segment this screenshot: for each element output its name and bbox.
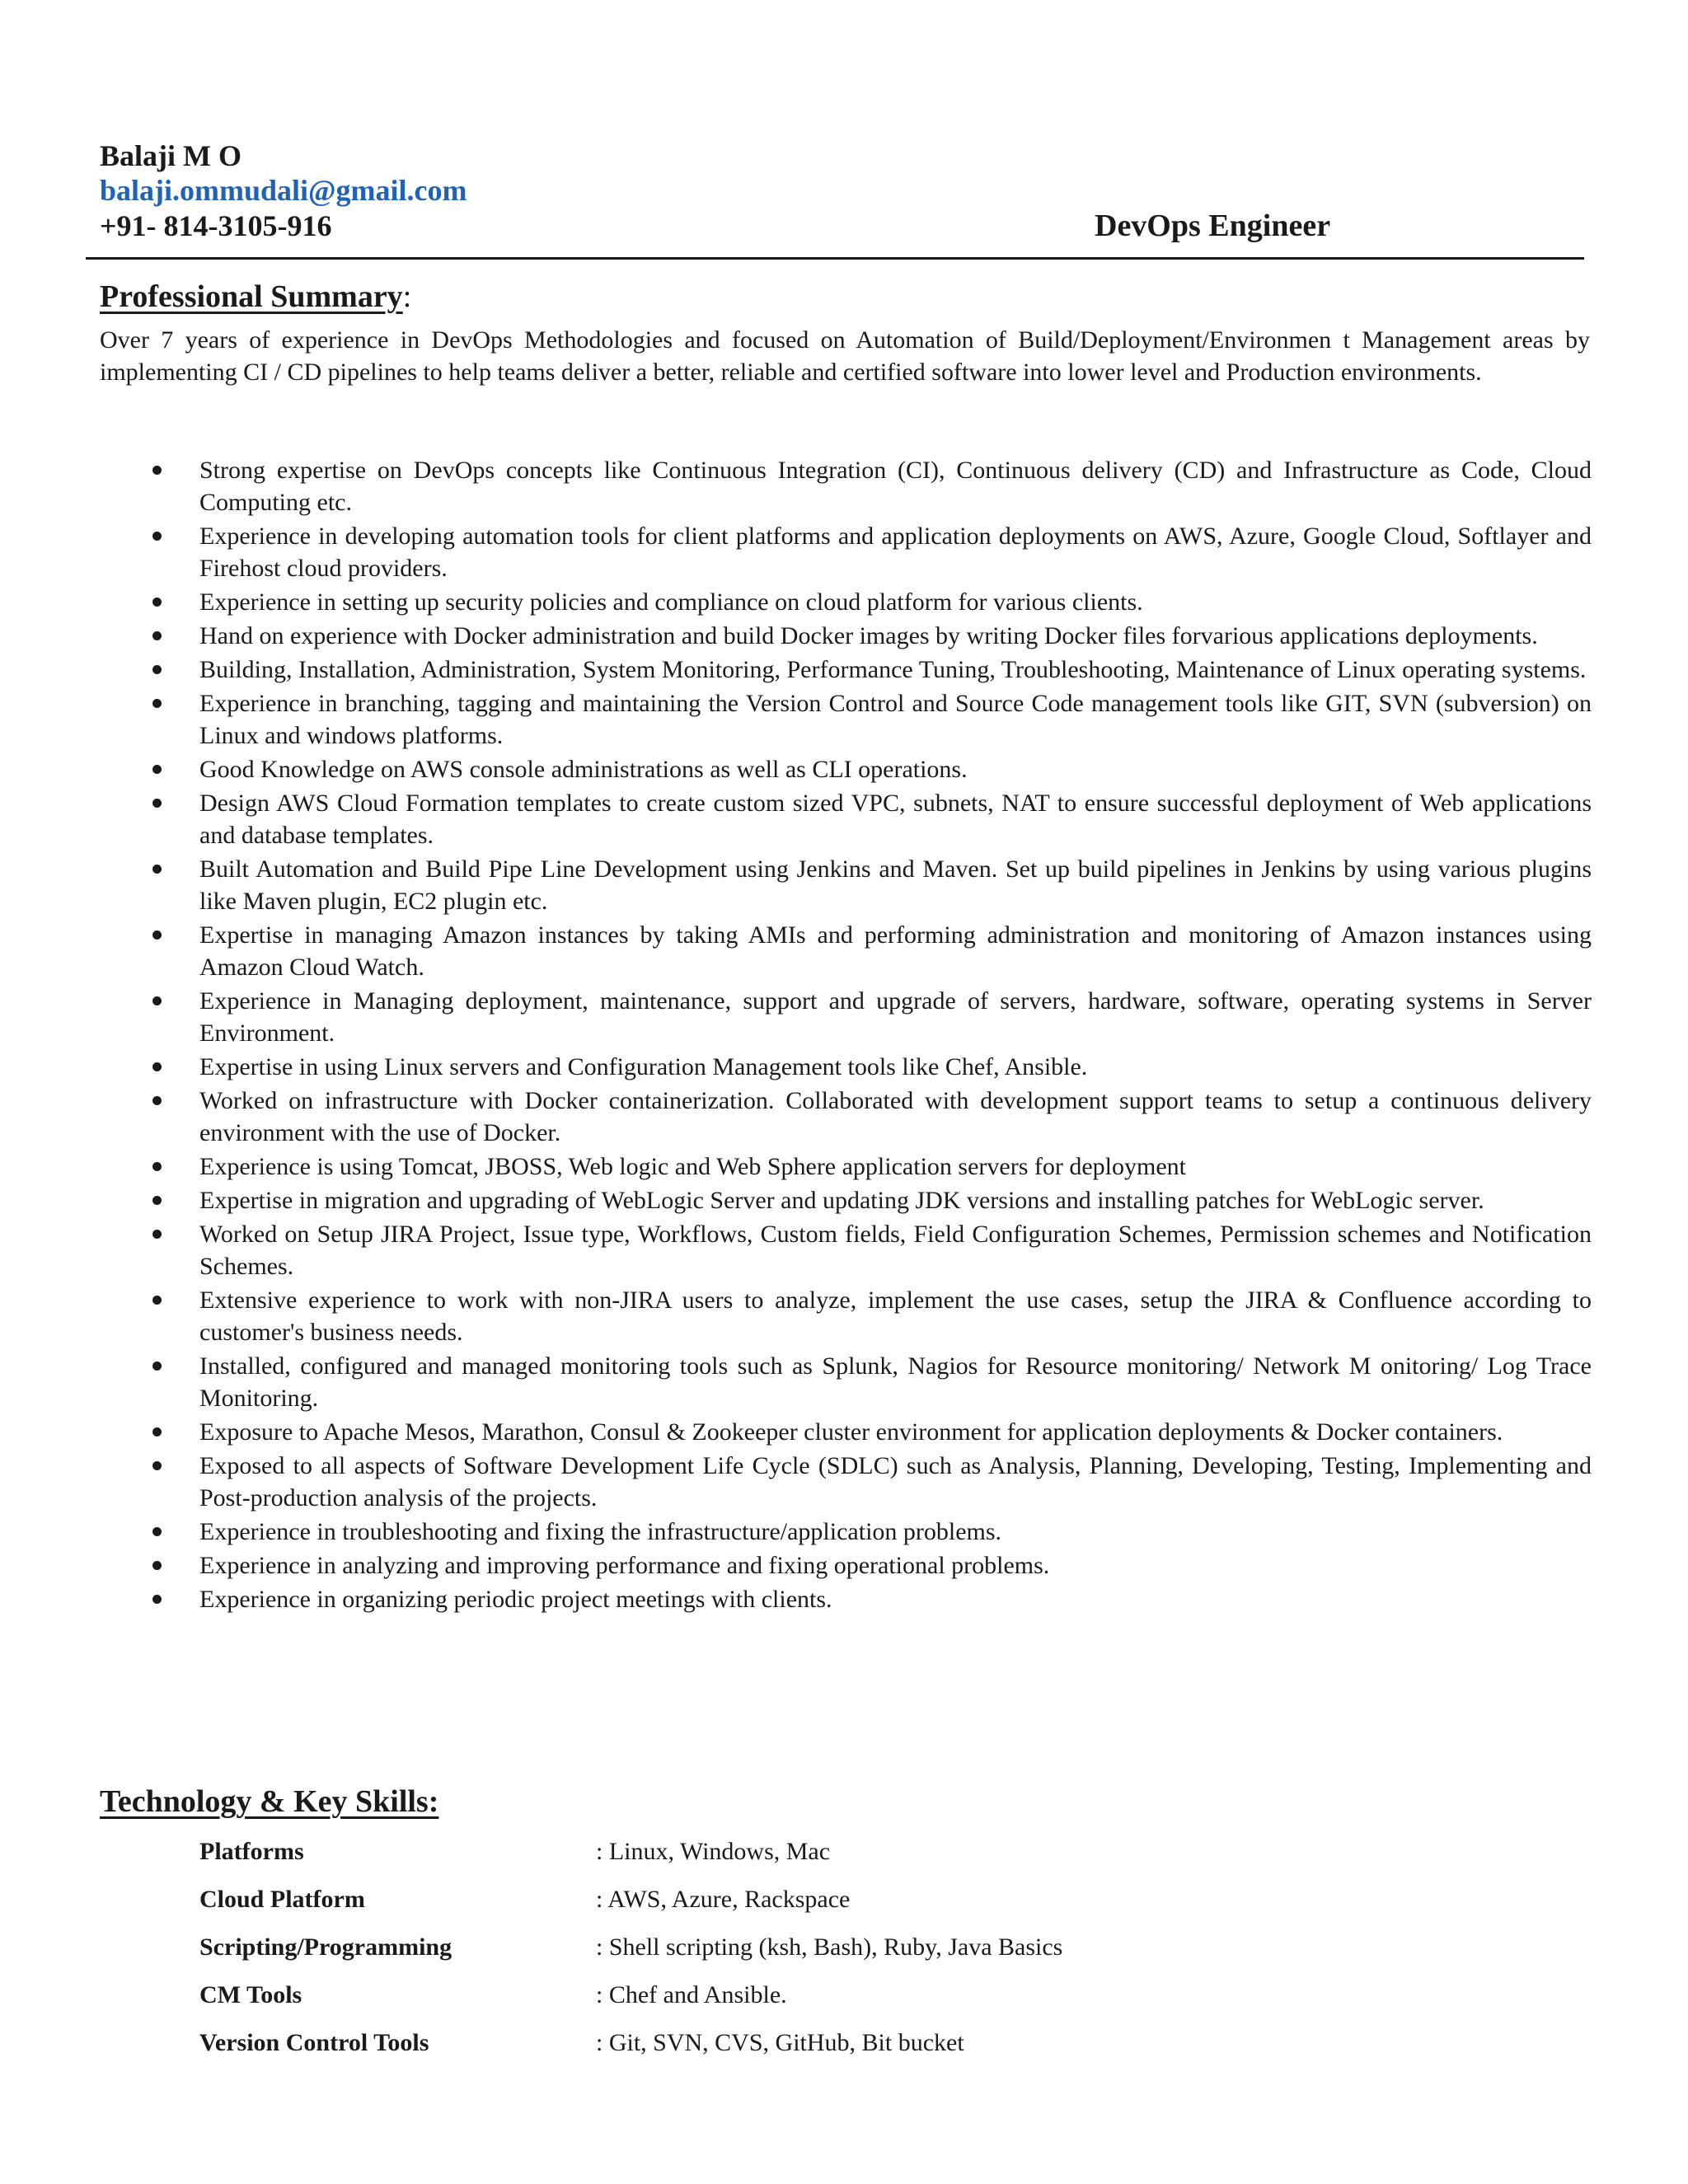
summary-bullet [100,1051,1592,1083]
bullet-dot-icon [152,799,162,808]
bullet-dot-icon [152,765,162,774]
bullet-dot-icon [152,1230,162,1239]
professional-summary-title: Professional Summary [100,279,403,314]
skill-values: : Chef and Ansible. [596,1981,787,2008]
skill-category: Scripting/Programming [199,1933,452,1961]
summary-bullet [100,753,1592,785]
summary-bullet [100,1450,1592,1514]
summary-bullet-text: Design AWS Cloud Formation templates to create custom sized VPC, subnets, NAT to ensure successful deployment of Web applications and database templates. [199,790,1592,849]
summary-bullet-text: Expertise in using Linux servers and Configuration Management tools like Chef, Ansible. [199,1053,1088,1080]
skill-values: : Shell scripting (ksh, Bash), Ruby, Java Basics [596,1933,1063,1961]
skills-title: Technology & Key Skills: [100,1784,439,1819]
skill-row [199,1979,1353,2027]
summary-bullet-text: Extensive experience to work with non-JIRA users to analyze, implement the use cases, setup the JIRA & Confluence according to customer's business needs. [199,1286,1592,1346]
summary-bullet [100,1085,1592,1149]
summary-bullet [100,1218,1592,1282]
bullet-dot-icon [152,1096,162,1105]
summary-paragraph: Over 7 years of experience in DevOps Methodologies and focused on Automation of Build/Deployment/Environmen t Management areas by implementing CI / CD pipelines to help teams deliver a better, reliable and certified software into lower level and Production environments. [100,326,1590,386]
skill-row [199,1931,1353,1979]
bullet-dot-icon [152,1062,162,1071]
bullet-dot-icon [152,1196,162,1205]
summary-bullet-text: Strong expertise on DevOps concepts like Continuous Integration (CI), Continuous delivery (CD) and Infrastructure as Code, Cloud Computing etc. [199,457,1592,516]
summary-bullet [100,620,1592,652]
summary-bullet-text: Installed, configured and managed monitoring tools such as Splunk, Nagios for Resource monitoring/ Network M onitoring/ Log Trace Monitoring. [199,1352,1592,1412]
bullet-dot-icon [152,930,162,940]
summary-bullet-text: Built Automation and Build Pipe Line Development using Jenkins and Maven. Set up build pipelines in Jenkins by using various plugins like Maven plugin, EC2 plugin etc. [199,855,1592,915]
summary-bullet [100,1284,1592,1348]
bullet-dot-icon [152,1527,162,1536]
bullet-dot-icon [152,1461,162,1470]
summary-bullet-text: Experience in analyzing and improving performance and fixing operational problems. [199,1552,1050,1579]
summary-bullet [100,1151,1592,1183]
bullet-dot-icon [152,665,162,674]
summary-bullet [100,687,1592,752]
summary-bullet-text: Experience in developing automation tools for client platforms and application deployments on AWS, Azure, Google Cloud, Softlayer and Firehost cloud providers. [199,523,1592,582]
bullet-dot-icon [152,631,162,640]
bullet-dot-icon [152,1162,162,1171]
bullet-dot-icon [152,1296,162,1305]
skill-category: Version Control Tools [199,2029,429,2056]
summary-bullet-text: Experience in setting up security policies and compliance on cloud platform for various clients. [199,588,1143,616]
candidate-name: Balaji M O [100,139,241,172]
skill-row [199,1883,1353,1931]
bullet-dot-icon [152,699,162,708]
header-divider [86,257,1584,260]
skill-values: : AWS, Azure, Rackspace [596,1886,851,1913]
summary-bullet [100,1516,1592,1548]
skill-values: : Git, SVN, CVS, GitHub, Bit bucket [596,2029,964,2056]
email-link[interactable]: balaji.ommudali@gmail.com [100,174,467,207]
resume-header [100,138,1583,244]
summary-bullet-text: Exposure to Apache Mesos, Marathon, Consul & Zookeeper cluster environment for application deployments & Docker containers. [199,1418,1503,1446]
bullet-dot-icon [152,1595,162,1604]
summary-bullet [100,853,1592,917]
summary-bullet [100,787,1592,851]
summary-bullet [100,654,1592,686]
skill-category: CM Tools [199,1981,302,2008]
professional-summary-colon: : [402,279,412,314]
summary-bullet [100,1416,1592,1448]
skill-row [199,2027,1353,2074]
summary-bullet-text: Exposed to all aspects of Software Development Life Cycle (SDLC) such as Analysis, Planning, Developing, Testing, Implementing and Post-production analysis of the projects. [199,1452,1592,1511]
summary-bullet-text: Good Knowledge on AWS console administrations as well as CLI operations. [199,756,968,783]
bullet-dot-icon [152,1361,162,1371]
summary-bullet-text: Building, Installation, Administration, System Monitoring, Performance Tuning, Troubleshooting, Maintenance of Linux operating systems. [199,656,1587,683]
bullet-dot-icon [152,598,162,607]
bullet-dot-icon [152,1427,162,1436]
summary-bullet-text: Experience is using Tomcat, JBOSS, Web logic and Web Sphere application servers for deployment [199,1153,1186,1180]
professional-summary-heading [100,279,411,315]
summary-bullet-list [100,454,1592,1617]
summary-bullet-text: Expertise in managing Amazon instances by taking AMIs and performing administration and monitoring of Amazon instances using Amazon Cloud Watch. [199,921,1592,981]
summary-bullet [100,520,1592,584]
summary-bullet-text: Expertise in migration and upgrading of WebLogic Server and updating JDK versions and installing patches for WebLogic server. [199,1187,1484,1214]
summary-bullet-text: Worked on infrastructure with Docker containerization. Collaborated with development support teams to setup a continuous delivery environment with the use of Docker. [199,1087,1592,1146]
summary-bullet [100,586,1592,618]
bullet-dot-icon [152,865,162,874]
phone-number: +91- 814-3105-916 [100,209,332,242]
summary-bullet [100,1583,1592,1615]
summary-bullet-text: Experience in organizing periodic project meetings with clients. [199,1586,832,1613]
summary-bullet [100,1184,1592,1216]
summary-bullet [100,1549,1592,1582]
skill-category: Cloud Platform [199,1886,365,1913]
summary-bullet [100,985,1592,1049]
bullet-dot-icon [152,996,162,1005]
summary-bullet-text: Experience in troubleshooting and fixing the infrastructure/application problems. [199,1518,1002,1545]
skills-table [199,1835,1353,2074]
summary-bullet [100,919,1592,983]
bullet-dot-icon [152,466,162,475]
summary-bullet-text: Hand on experience with Docker administration and build Docker images by writing Docker files forvarious applications deployments. [199,622,1538,649]
summary-bullet-text: Worked on Setup JIRA Project, Issue type, Workflows, Custom fields, Field Configuration Schemes, Permission schemes and Notification Schemes. [199,1221,1592,1280]
skill-row [199,1835,1353,1883]
bullet-dot-icon [152,1561,162,1570]
summary-bullet [100,454,1592,518]
job-title: DevOps Engineer [1095,209,1331,243]
contact-row [100,208,1583,244]
bullet-dot-icon [152,532,162,541]
summary-bullet [100,1350,1592,1414]
skills-heading [100,1783,438,1820]
summary-bullet-text: Experience in branching, tagging and maintaining the Version Control and Source Code management tools like GIT, SVN (subversion) on Linux and windows platforms. [199,690,1592,749]
skill-values: : Linux, Windows, Mac [596,1838,831,1865]
summary-bullet-text: Experience in Managing deployment, maintenance, support and upgrade of servers, hardware, software, operating systems in Server Environment. [199,987,1592,1047]
skill-category: Platforms [199,1838,304,1865]
